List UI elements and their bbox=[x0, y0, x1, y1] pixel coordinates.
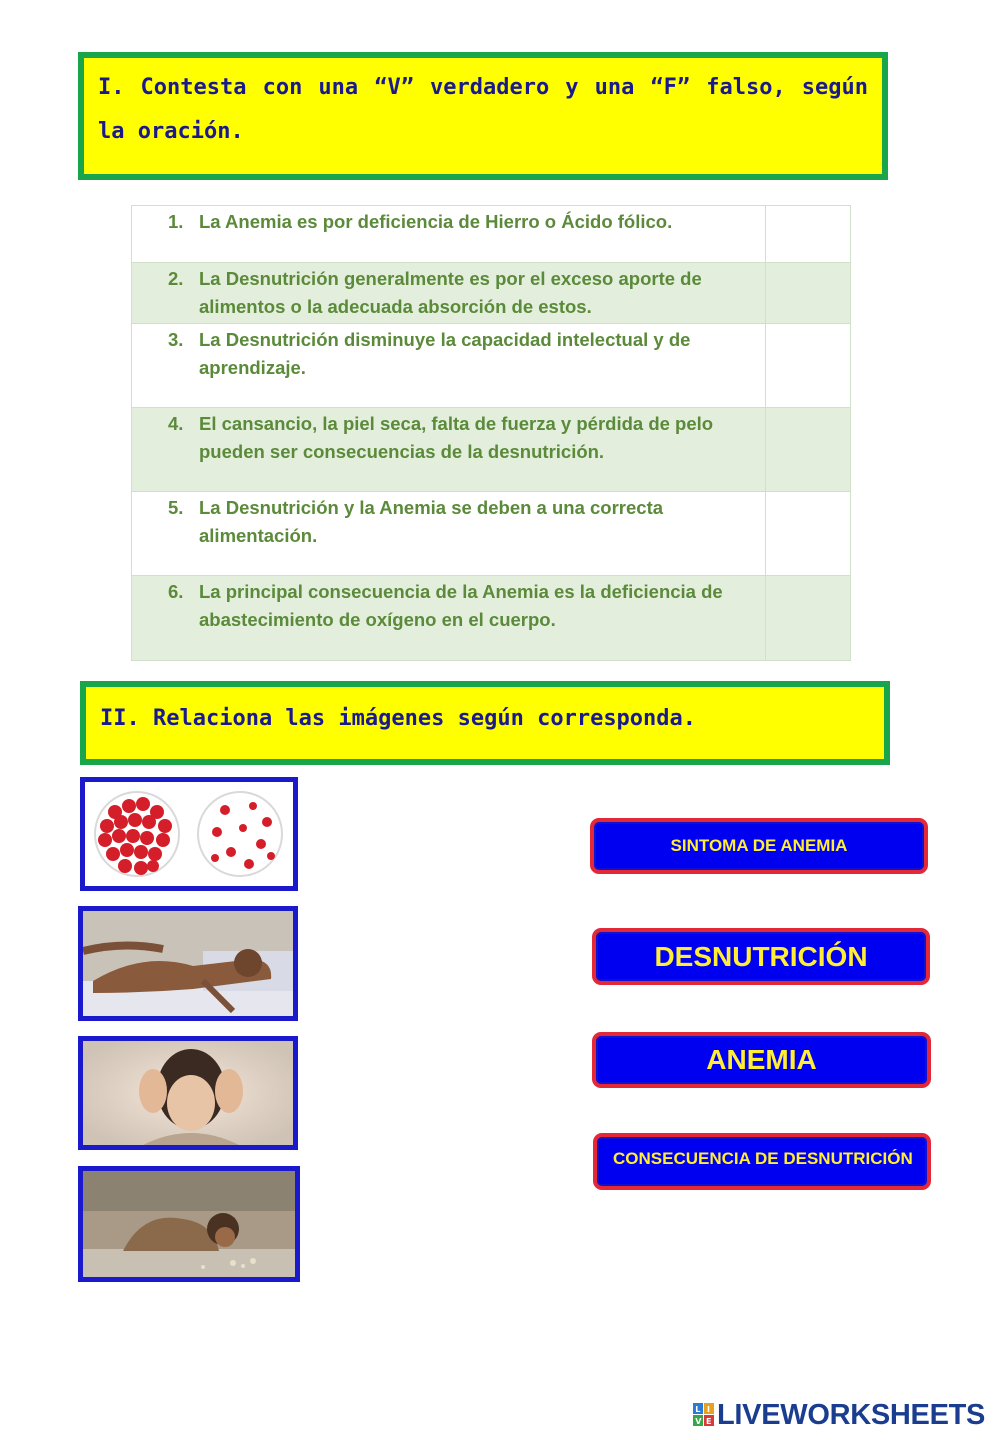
liveworksheets-logo-icon bbox=[693, 1403, 715, 1427]
question-text: La Desnutrición disminuye la capacidad intelectual y de aprendizaje. bbox=[199, 329, 691, 378]
logo-letter: L bbox=[695, 1405, 701, 1414]
question-cell bbox=[132, 206, 766, 263]
label-desnutricion[interactable]: DESNUTRICIÓN bbox=[592, 928, 930, 985]
logo-letter: I bbox=[707, 1405, 710, 1414]
poverty-photo bbox=[83, 1171, 295, 1277]
malnourished-child-image[interactable] bbox=[78, 906, 298, 1021]
blood-cells-image[interactable] bbox=[80, 777, 298, 891]
logo-letter: V bbox=[695, 1417, 702, 1426]
question-number: 4. bbox=[168, 413, 184, 434]
blood-cells-illustration bbox=[85, 782, 293, 886]
question-cell bbox=[132, 576, 766, 661]
child-eating-image[interactable] bbox=[78, 1166, 300, 1282]
label-anemia[interactable]: ANEMIA bbox=[592, 1032, 931, 1088]
answer-box-2[interactable] bbox=[766, 263, 851, 324]
label-consecuencia-desnutricion[interactable]: CONSECUENCIA DE DESNUTRICIÓN bbox=[593, 1133, 931, 1190]
question-cell bbox=[132, 324, 766, 408]
table-row bbox=[132, 492, 851, 576]
table-row bbox=[132, 576, 851, 661]
question-cell bbox=[132, 492, 766, 576]
table-row bbox=[132, 408, 851, 492]
question-cell bbox=[132, 263, 766, 324]
question-text: La Anemia es por deficiencia de Hierro o Ácido fólico. bbox=[199, 211, 673, 232]
question-number: 1. bbox=[168, 211, 184, 232]
question-cell bbox=[132, 408, 766, 492]
section-2-heading: II. Relaciona las imágenes según corresponda. bbox=[80, 681, 890, 765]
logo-letter: E bbox=[706, 1417, 712, 1426]
answer-box-4[interactable] bbox=[766, 408, 851, 492]
question-text: La Desnutrición generalmente es por el exceso aporte de alimentos o la adecuada absorción de estos. bbox=[199, 268, 702, 317]
question-text: El cansancio, la piel seca, falta de fuerza y pérdida de pelo pueden ser consecuencias de la desnutrición. bbox=[199, 413, 714, 462]
label-sintoma-anemia[interactable]: SINTOMA DE ANEMIA bbox=[590, 818, 928, 874]
answer-box-5[interactable] bbox=[766, 492, 851, 576]
question-number: 5. bbox=[168, 497, 184, 518]
malnutrition-photo bbox=[83, 911, 293, 1016]
fatigue-photo bbox=[83, 1041, 293, 1145]
true-false-table bbox=[131, 205, 851, 661]
question-text: La principal consecuencia de la Anemia es la deficiencia de abastecimiento de oxígeno en el cuerpo. bbox=[199, 581, 723, 630]
question-number: 6. bbox=[168, 581, 184, 602]
headache-woman-image[interactable] bbox=[78, 1036, 298, 1150]
question-text: La Desnutrición y la Anemia se deben a una correcta alimentación. bbox=[199, 497, 664, 546]
answer-box-3[interactable] bbox=[766, 324, 851, 408]
question-number: 2. bbox=[168, 268, 184, 289]
table-row bbox=[132, 263, 851, 324]
table-row bbox=[132, 206, 851, 263]
question-number: 3. bbox=[168, 329, 184, 350]
section-1-heading: I. Contesta con una “V” verdadero y una “F” falso, según la oración. bbox=[78, 52, 888, 180]
answer-box-6[interactable] bbox=[766, 576, 851, 661]
brand-name: LIVEWORKSHEETS bbox=[717, 1398, 986, 1431]
liveworksheets-brand bbox=[693, 1398, 985, 1432]
table-row bbox=[132, 324, 851, 408]
answer-box-1[interactable] bbox=[766, 206, 851, 263]
